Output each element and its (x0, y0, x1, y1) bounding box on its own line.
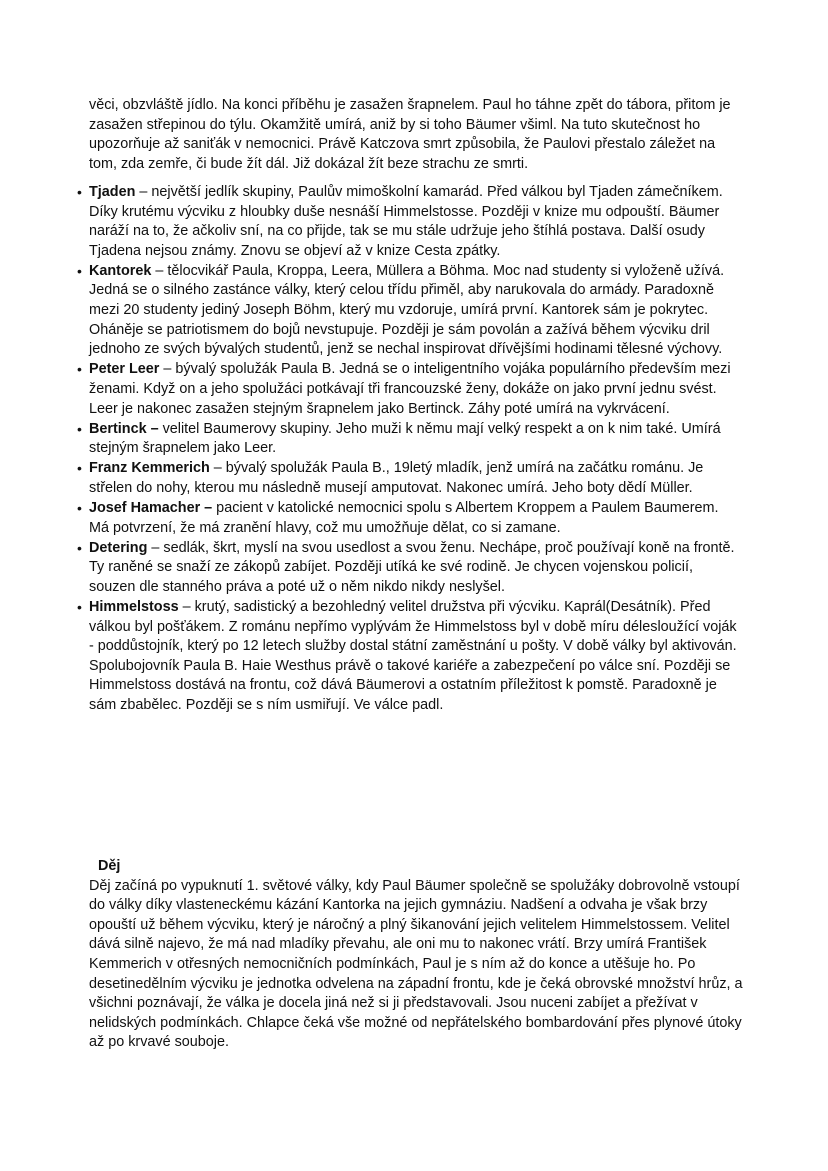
plot-section (89, 857, 749, 1053)
character-description: – sedlák, škrt, myslí na svou usedlost a svou ženu. Nechápe, proč používají koně na frontě. Ty raněné se snaží ze zákopů zabíjet. Později utíká ke své rodině. Je chycen vojenskou policií, souzen dle stanného práva a poté už o něm nikdo nikdy neslyšel. (89, 539, 735, 595)
bullet-icon: • (77, 598, 82, 615)
list-item (77, 262, 737, 360)
character-name: Tjaden (89, 184, 136, 200)
character-name: Himmelstoss (89, 598, 179, 615)
character-name: Franz Kemmerich (89, 460, 210, 477)
list-item (77, 459, 737, 498)
character-description: – bývalý spolužák Paula B. Jedná se o inteligentního vojáka populárního především mezi ženami. Když on a jeho spolužáci potkávají tři francouzské ženy, dokáže on jako první jednu svést. Leer je nakonec zasažen stejným šrapnelem jako Bertinck. Záhy poté umírá na vykrvácení. (89, 361, 731, 417)
intro-paragraph: věci, obzvláště jídlo. Na konci příběhu je zasažen šrapnelem. Paul ho táhne zpět do tábora, přitom je zasažen střepinou do týlu. Okamžitě umírá, aniž by si toho Bäumer všiml. Na tuto skutečnost ho upozorňuje až saniťák v nemocnici. Právě Katczova smrt způsobila, že Paulovi přestalo záležet na tom, zda zemře, či bude žít dál. Již dokázal žít beze strachu ze smrti. (89, 97, 731, 172)
character-description: pacient v katolické nemocnici spolu s Albertem Kroppem a Paulem Baumerem. Má potvrzení, že má zranění hlavy, což mu umožňuje dělat, co si zamane. (89, 500, 719, 536)
character-description: – bývalý spolužák Paula B., 19letý mladík, jenž umírá na začátku románu. Je střelen do nohy, kterou mu následně musejí amputovat. Nakonec umírá. Jeho boty dědí Müller. (89, 460, 704, 496)
list-item (77, 598, 737, 716)
section-paragraph: Děj začíná po vypuknutí 1. světové války, kdy Paul Bäumer společně se spolužáky dobrovolně vstoupí do války díky vlasteneckému kázání Kantorka na jejich gymnáziu. Nadšení a odvaha je však brzy opouští už během výcviku, který je náročný a plný šikanování jejich velitelem Himmelstossem. Velitel dává silně najevo, že má nad mladíky převahu, ale oni mu to nakonec vrátí. Brzy umírá František Kemmerich v otřesných nemocničních podmínkách, Paul je s ním až do konce a utěšuje ho. Po desetinedělním výcviku je jednotka odvelena na západní frontu, kde je čeká obrovské množství hrůz, a všichni poznávají, že válka je docela jiná než si ji představovali. Jsou nuceni zabíjet a přežívat v nelidských podmínkách. Chlapce čeká vše možné od nepřátelského bombardování přes plynové útoky až po krvavé souboje. (89, 877, 743, 1051)
bullet-icon: • (77, 262, 82, 279)
character-description: – krutý, sadistický a bezohledný velitel družstva při výcviku. Kaprál(Desátník). Před válkou byl pošťákem. Z románu nepřímo vyplývám že Himmelstoss byl v době míru délesloužící voják - poddůstojník, který po 12 letech služby dostal státní zaměstnání u pošty. V době války byl aktivován. Spolubojovník Paula B. Haie Westhus právě o takové kariéře a zabezpečení po válce sní. Později se Himmelstoss dostává na frontu, což dává Bäumerovi a ostatním příležitost k pomstě. Paradoxně je sám zbabělec. Později se s ním usmiřují. Ve válce padl. (89, 598, 737, 713)
list-item (77, 360, 737, 419)
bullet-icon: • (77, 420, 82, 437)
list-item (77, 420, 737, 459)
character-name: Kantorek (89, 262, 152, 279)
section-heading: Děj (98, 858, 121, 874)
bullet-icon: • (77, 500, 82, 516)
intro-paragraph-block (89, 96, 739, 174)
character-description: – největší jedlík skupiny, Paulův mimoškolní kamarád. Před válkou byl Tjaden zámečníkem. Díky krutému výcviku z hloubky duše nesnáší Himmelstosse. Později v knize mu odpouští. Bäumer naráží na to, že ačkoliv sní, na co přijde, tak se mu stále udržuje jeho štíhlá postava. Další osudy Tjadena nejsou známy. Znovu se objeví až v knize Cesta zpátky. (89, 184, 723, 259)
character-name: Peter Leer (89, 361, 160, 378)
character-name: Bertinck – (89, 420, 159, 437)
bullet-icon: • (77, 361, 82, 378)
character-name: Josef Hamacher – (89, 500, 213, 516)
character-description: velitel Baumerovy skupiny. Jeho muži k němu mají velký respekt a on k nim také. Umírá stejným šrapnelem jako Leer. (89, 420, 721, 457)
list-item (77, 183, 737, 261)
bullet-icon: • (77, 184, 82, 200)
list-item (77, 539, 737, 598)
list-item (77, 499, 737, 538)
character-list (77, 183, 737, 716)
character-name: Detering (89, 539, 148, 556)
bullet-icon: • (77, 539, 82, 556)
character-description: – tělocvikář Paula, Kroppa, Leera, Müllera a Böhma. Moc nad studenty si vyloženě užívá. Jedná se o silného zastánce války, který celou třídu přiměl, aby narukovala do armády. Paradoxně mezi 20 studenty jediný Joseph Böhm, který mu vzdoruje, umírá první. Kantorek sám je pokrytec. Oháněje se patriotismem do bojů nevstupuje. Později je sám povolán a zažívá během výcviku dril jednoho ze svých bývalých studentů, jenž se nechal inspirovat dřívějšími hodinami tělesné výchovy. (89, 262, 725, 358)
bullet-icon: • (77, 460, 82, 477)
